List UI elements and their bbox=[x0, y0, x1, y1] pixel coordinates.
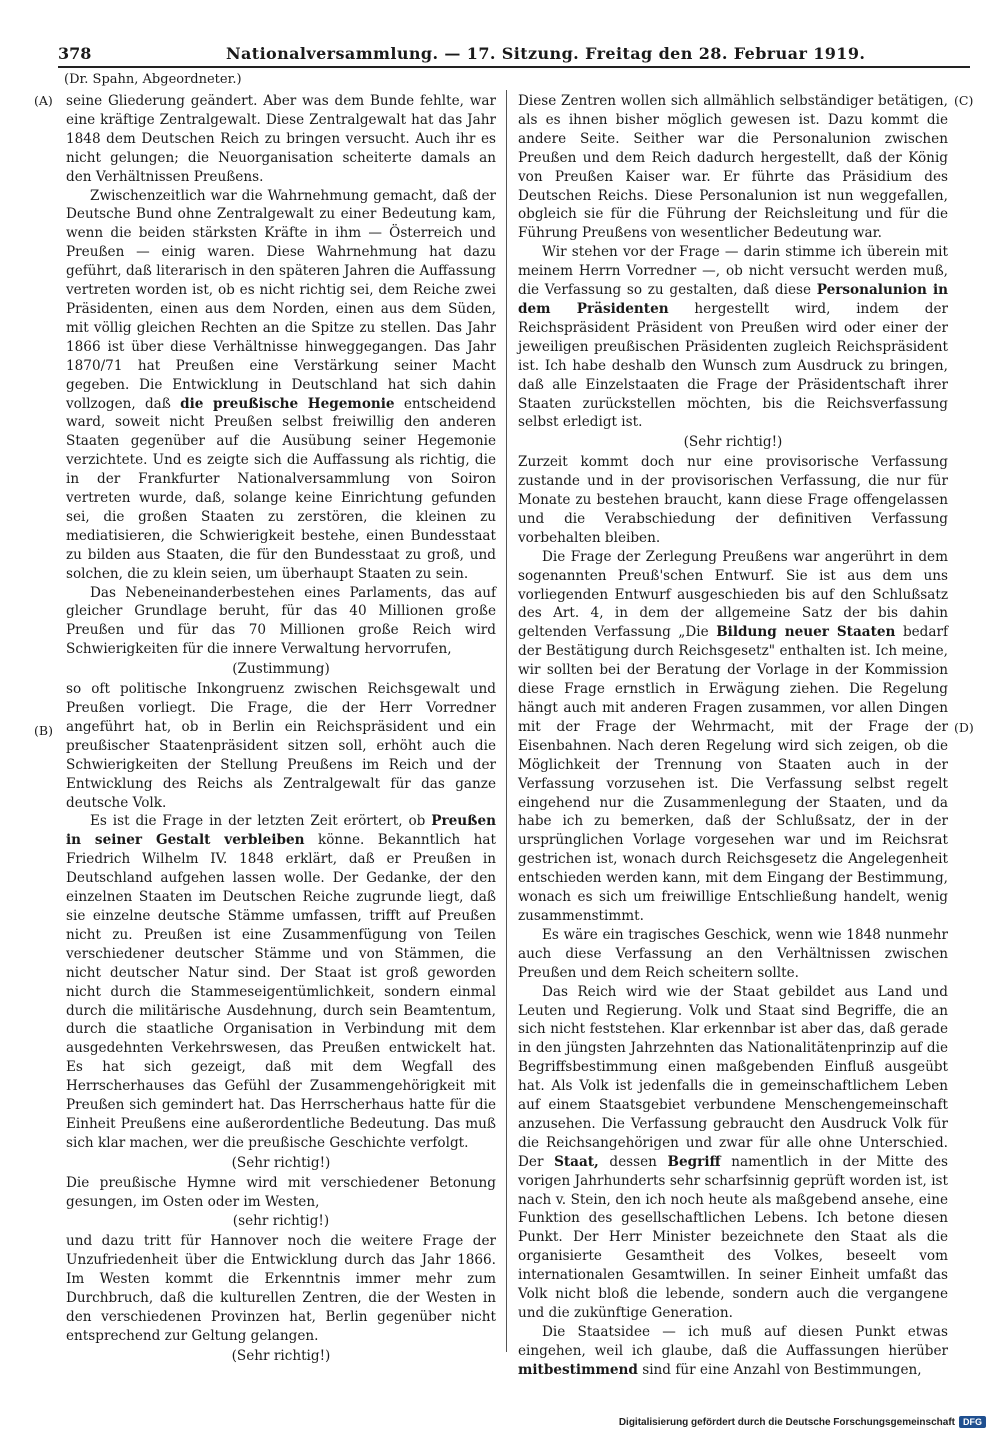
header-rule bbox=[58, 66, 970, 68]
text-run: Es ist die Frage in der letzten Zeit erörtert, ob bbox=[90, 813, 426, 830]
paragraph: Das Nebeneinanderbestehen eines Parlaments, das auf gleicher Grundlage beruht, für das 40 Millionen große Preußen und für das 70 Millionen große Reich wird Schwierigkeiten für die innere Verwaltung hervorrufen, bbox=[66, 584, 496, 658]
margin-marker-c: (C) bbox=[954, 93, 974, 108]
bold-text: die preußische Hegemonie bbox=[180, 395, 395, 412]
paragraph bbox=[66, 812, 496, 1152]
paragraph: Diese Zentren wollen sich allmählich selbständiger betätigen, als es ihnen bisher möglich gewesen ist. Dazu kommt die andere Seite. Seither war die Personalunion zwischen Preußen und dem Reich dadurch hergestellt, daß der König von Preußen Kaiser war. Er führte das Präsidium des Deutschen Reichs. Diese Personalunion ist nun weggefallen, obgleich sie für die Führung der Reichsleitung und für die Führung Preußens von wesentlicher Bedeutung war. bbox=[518, 93, 948, 242]
text-run: dessen bbox=[609, 1153, 657, 1170]
bold-text: Staat, bbox=[554, 1153, 599, 1170]
paragraph bbox=[518, 548, 948, 926]
text-run: namentlich in der Mitte des vorigen Jahrhunderts sehr scharfsinnig geprüft worden ist, ist nach v. Stein, den ich noch heute als maßgebend ansehe, eine Funktion des gesellschaftlichen Lebens. Ich betone diesen Punkt. Der Herr Minister bezeichnete den Staat als die organisierte Gesamtheit des Volkes, beseelt vom internationalen Gesamtwillen. In seiner Einheit umfaßt das Volk nicht bloß die lebende, sondern auch die vergangene und die zukünftige Generation. bbox=[518, 1153, 949, 1321]
interjection: (Zustimmung) bbox=[232, 661, 330, 678]
right-column bbox=[518, 92, 948, 1380]
interjection: (sehr richtig!) bbox=[232, 1213, 330, 1230]
bold-text: Preußen in seiner Gestalt verbleiben bbox=[66, 813, 496, 849]
interjection: (Sehr richtig!) bbox=[231, 1154, 331, 1171]
bold-text: Bildung neuer Staaten bbox=[716, 624, 896, 641]
bold-text: Begriff bbox=[667, 1153, 721, 1170]
page-number: 378 bbox=[58, 44, 92, 63]
paragraph: seine Gliederung geändert. Aber was dem Bunde fehlte, war eine kräftige Zentralgewalt. Diese Zentralgewalt hat das Jahr 1848 dem Deutschen Reich zu bringen versucht. Auch ihr es nicht gelungen; die Neuorganisation scheiterte damals an den Verhältnissen Preußens. bbox=[66, 93, 496, 185]
speaker-label: (Dr. Spahn, Abgeordneter.) bbox=[64, 72, 242, 87]
paragraph bbox=[518, 983, 948, 1323]
paragraph: und dazu tritt für Hannover noch die weitere Frage der Unzufriedenheit über die Entwicklung durch das Jahr 1866. Im Westen kommt die Erkenntnis immer mehr zum Durchbruch, daß die kulturellen Zentren, die der Westen in den verschiedenen Provinzen hat, Berlin gegenüber nicht entsprechend zur Geltung gelangen. bbox=[66, 1233, 496, 1344]
text-run: hergestellt wird, indem der Reichspräsident Präsident von Preußen wird oder einer der jeweiligen preußischen Präsidenten zugleich Reichspräsident ist. Ich habe deshalb den Wunsch zum Ausdruck zu bringen, daß alle Einzelstaaten die Frage der Präsidentschaft ihrer Staaten zurückstellen möchten, bis die Reichsverfassung selbst erledigt ist. bbox=[518, 300, 948, 431]
text-run: bedarf der Bestätigung durch Reichsgesetz" enthalten ist. Ich meine, wir sollten bei der Beratung der Vorlage in der Kommission diese Frage ernstlich in Erwägung ziehen. Die Regelung hängt auch mit anderen Fragen zusammen, vor allen Dingen mit der Frage der Wehrmacht, mit der Frage der Eisenbahnen. Nach deren Regelung wird sich zeigen, ob die Möglichkeit der Trennung von Staaten auch in der Verfassung vorzusehen ist. Die Verfassung selbst regelt eingehend nur die Zusammenlegung der Staaten, und da habe ich zu bemerken, daß der Schlußsatz, der in der ursprünglichen Vorlage vorgesehen war und im Reichsrat gestrichen ist, wonach durch Reichsgesetz die Angelegenheit entschieden werden kann, mit dem Eingang der Bestimmung, wonach es sich um freiwillige Entschließung handelt, wenig zusammenstimmt. bbox=[518, 624, 949, 924]
text-run: Wir stehen vor der Frage — darin stimme ich überein mit meinem Herrn Vorredner —, ob nicht versucht werden muß, die Verfassung so zu gestalten, daß diese bbox=[518, 244, 948, 299]
margin-marker-d: (D) bbox=[954, 720, 974, 735]
text-run: Die Frage der Zerlegung Preußens war angerührt in dem sogenannten Preuß'schen Entwurf. Sie ist aus dem uns vorliegenden Entwurf ausgeschieden bis auf den Schlußsatz des Art. 4, in dem der allgemeine Satz der bis dahin geltenden Verfassung „Die bbox=[518, 548, 948, 641]
paragraph: Es wäre ein tragisches Geschick, wenn wie 1848 nunmehr auch diese Verfassung an den Verhältnissen zwischen Preußen und dem Reich scheitern sollte. bbox=[518, 926, 948, 981]
running-head: Nationalversammlung. — 17. Sitzung. Freitag den 28. Februar 1919. bbox=[226, 44, 866, 63]
interjection: (Sehr richtig!) bbox=[683, 434, 783, 451]
column-divider bbox=[506, 90, 507, 1352]
paragraph: Die preußische Hymne wird mit verschiedener Betonung gesungen, im Osten oder im Westen, bbox=[66, 1174, 496, 1210]
text-run: entscheidend ward, soweit nicht Preußen selbst freiwillig den anderen Staaten gegenüber auf die Ausübung seiner Hegemonie verzichtete. Und es zeigte sich die Auffassung als richtig, die in der Frankfurter Nationalversammlung von Soiron vertreten wurde, daß, solange keine Einrichtung gefunden sei, die großen Staaten zu zerstören, die kleinen zu mediatisieren, die Schwierigkeit bestehe, einen Bundesstaat zu bilden aus Staaten, die für den Bundesstaat zu groß, und solchen, die zu klein seien, um überhaupt Staaten zu sein. bbox=[66, 395, 497, 582]
left-column bbox=[66, 92, 496, 1367]
interjection: (Sehr richtig!) bbox=[231, 1347, 331, 1364]
dfg-logo: DFG bbox=[959, 1416, 986, 1428]
bold-text: Personalunion in dem Präsidenten bbox=[518, 282, 949, 317]
paragraph bbox=[518, 1323, 948, 1380]
paragraph bbox=[66, 187, 496, 584]
paragraph: so oft politische Inkongruenz zwischen Reichsgewalt und Preußen vorliegt. Die Frage, die der Herr Vorredner angeführt hat, ob in Berlin ein Reichspräsident und ein preußischer Staatenpräsident sitzen soll, erhöht auch die Schwierigkeiten der Stellung Preußens im Reich und der Entwicklung des Reichs als Zentralgewalt für das ganze deutsche Volk. bbox=[66, 681, 496, 811]
margin-marker-b: (B) bbox=[34, 723, 53, 738]
text-run: könne. Bekanntlich hat Friedrich Wilhelm IV. 1848 erklärt, daß er Preußen in Deutschland aufgehen lassen wolle. Der Gedanke, der den einzelnen Staaten im Deutschen Reiche zugrunde liegt, daß sie einzelne deutsche Stämme umfassen, trifft auf Preußen nicht zu. Preußen ist eine Zusammenfügung von Teilen verschiedener deutscher Stämme und von Stämmen, die nicht deutscher Natur sind. Der Staat ist groß geworden nicht durch die Stammeseigentümlichkeit, sondern einmal durch die militärische Ausdehnung, durch sein Beamtentum, durch die staatliche Organisation in Verbindung mit dem ausgedehnten Verkehrswesen, das Preußen entwickelt hat. Es hat sich gezeigt, daß mit dem Wegfall des Herrscherhauses das Gefühl der Zusammengehörigkeit mit Preußen sich gemindert hat. Das Herrscherhaus hatte für die Einheit Preußens eine außerordentliche Bedeutung. Das muß sich klar machen, wer die preußische Geschichte verfolgt. bbox=[66, 832, 496, 1151]
text-run: Die Staatsidee — ich muß auf diesen Punkt etwas eingehen, weil ich glaube, daß die Auffassungen hierüber bbox=[518, 1323, 948, 1359]
text-run: sind für eine Anzahl von Bestimmungen, bbox=[642, 1361, 922, 1378]
digitization-footer bbox=[619, 1416, 986, 1428]
text-run: Das Reich wird wie der Staat gebildet aus Land und Leuten und Regierung. Volk und Staat sind Begriffe, die an sich nicht feststehen. Klar erkennbar ist aber das, daß gerade in den jüngsten Jahrzehnten das Nationalitätenprinzip auf die Begriffsbestimmung einen maßgebenden Einfluß ausgeübt hat. Als Volk ist jedenfalls die in gemeinschaftlichem Leben auf einem Staatsgebiet verbundene Menschengemeinschaft anzusehen. Die Verfassung gebraucht den Ausdruck Volk für die Reichsangehörigen und zwar für alle ohne Unterschied. Der bbox=[518, 983, 948, 1170]
margin-marker-a: (A) bbox=[34, 93, 53, 108]
paragraph bbox=[518, 243, 948, 432]
text-run: Zwischenzeitlich war die Wahrnehmung gemacht, daß der Deutsche Bund ohne Zentralgewalt zu einer Bedeutung kam, wenn die beiden stärksten Kräfte in ihm — Österreich und Preußen — einig waren. Diese Wahrnehmung hat dazu geführt, daß literarisch in den späteren Jahren die Auffassung vertreten worden ist, ob es nicht richtig sei, dem Reiche zwei Präsidenten, einen aus dem Norden, einen aus dem Süden, mit völlig gleichen Rechten an die Spitze zu stellen. Das Jahr 1866 ist über diese Verhältnisse hinweggegangen. Das Jahr 1870/71 hat Preußen eine Verstärkung seiner Macht gegeben. Die Entwicklung in Deutschland hat sich dahin vollzogen, daß bbox=[66, 187, 496, 412]
bold-text: mitbestimmend bbox=[518, 1361, 638, 1378]
paragraph: Zurzeit kommt doch nur eine provisorische Verfassung zustande und in der provisorischen Verfassung, die nur für Monate zu bestehen braucht, kann diese Frage offengelassen und die Verabschiedung der definitiven Verfassung vorbehalten bleiben. bbox=[518, 454, 948, 546]
footer-text: Digitalisierung gefördert durch die Deutsche Forschungsgemeinschaft bbox=[618, 1416, 955, 1428]
